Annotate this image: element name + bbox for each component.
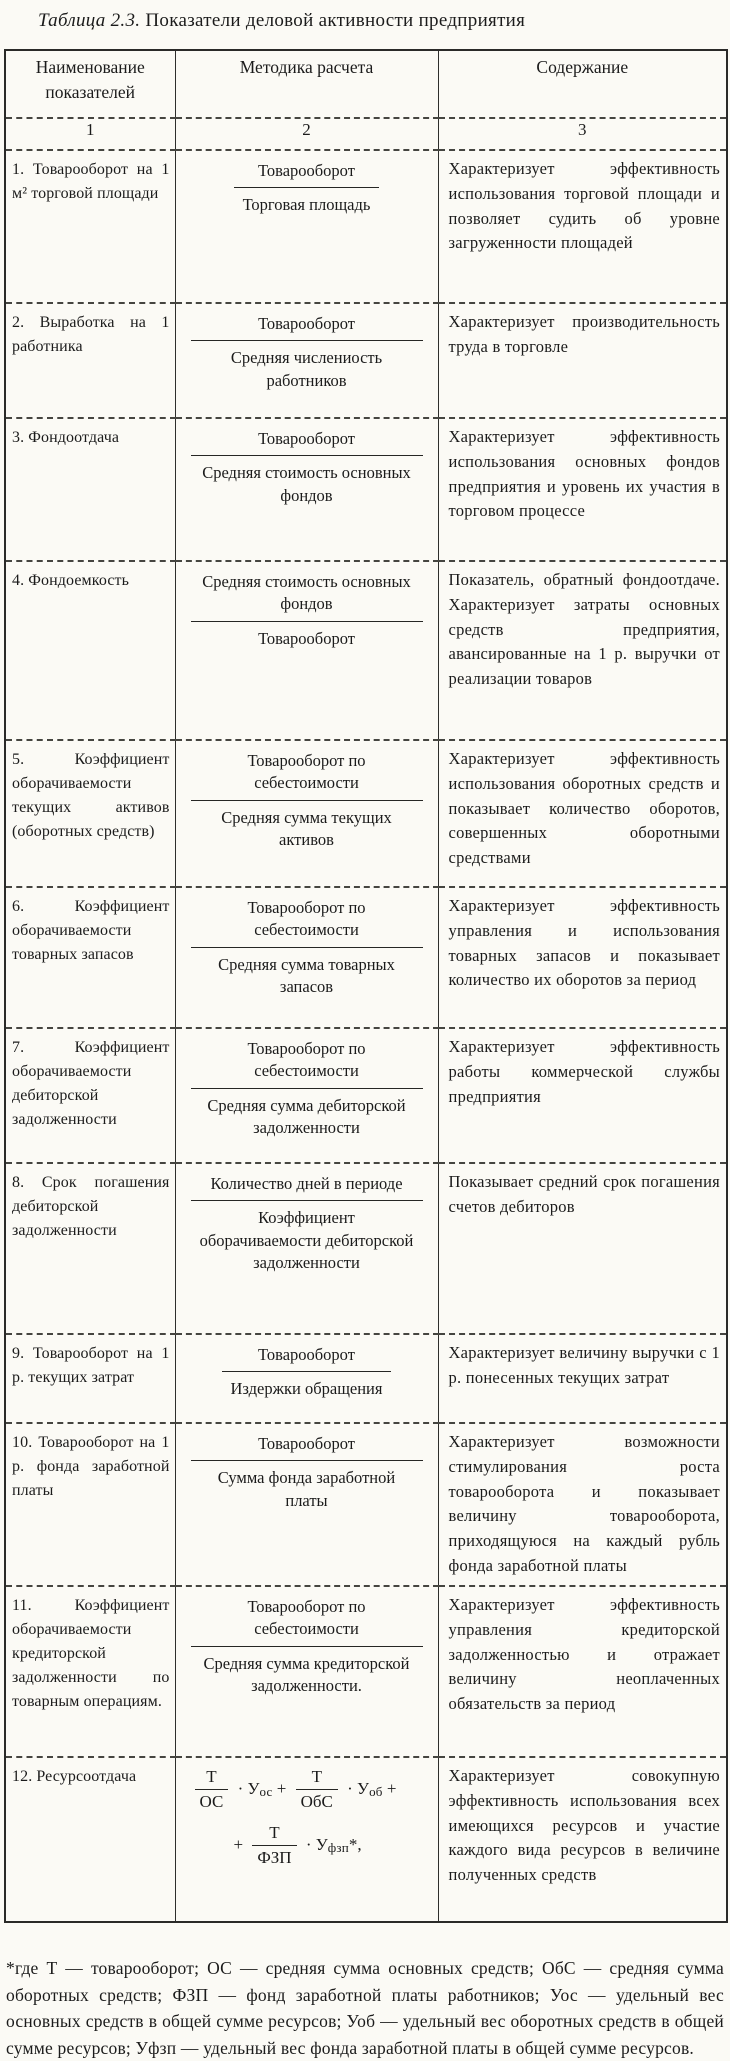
indicator-name-cell: 5. Коэффициент оборачиваемости текущих активов (оборотных средств) bbox=[5, 740, 175, 887]
table-row bbox=[5, 1757, 727, 1922]
formula-operator: + bbox=[382, 1778, 397, 1798]
fraction-numerator: Количество дней в периоде bbox=[191, 1173, 423, 1201]
method-cell bbox=[175, 1757, 438, 1922]
method-cell bbox=[175, 740, 438, 887]
fraction-numerator: Товарооборот bbox=[191, 313, 423, 341]
fraction bbox=[252, 1823, 296, 1869]
fraction-denominator: Средняя сумма товарных запасов bbox=[218, 954, 395, 996]
content-cell: Характеризует эффективность использования оборотных средств и показывает количество оборотов, совершенных оборотными средствами bbox=[438, 740, 727, 887]
fraction bbox=[191, 1433, 423, 1512]
method-cell bbox=[175, 1423, 438, 1586]
indicator-name-cell: 1. Товарооборот на 1 м² торговой площади bbox=[5, 150, 175, 303]
formula-operator: + bbox=[233, 1834, 248, 1854]
fraction bbox=[191, 313, 423, 392]
resource-formula bbox=[182, 1767, 432, 1869]
indicator-name-cell: 4. Фондоемкость bbox=[5, 561, 175, 740]
formula-operator: · У bbox=[342, 1778, 370, 1798]
content-cell: Характеризует эффективность работы коммерческой службы предприятия bbox=[438, 1028, 727, 1163]
fraction bbox=[191, 1038, 423, 1139]
fraction-numerator: Товарооборот bbox=[234, 160, 380, 188]
formula-operator: *, bbox=[348, 1834, 362, 1854]
fraction-numerator: Товарооборот по себестоимости bbox=[191, 1596, 423, 1647]
formula-subscript: ос bbox=[259, 1783, 273, 1799]
method-cell bbox=[175, 1586, 438, 1757]
fraction bbox=[191, 1173, 423, 1274]
fraction bbox=[191, 750, 423, 851]
fraction-denominator: Издержки обращения bbox=[230, 1379, 383, 1399]
fraction-denominator: Средняя числениость работников bbox=[230, 348, 383, 390]
method-cell bbox=[175, 1334, 438, 1423]
fraction-numerator: Товарооборот по себестоимости bbox=[191, 750, 423, 801]
fraction-numerator: Средняя стоимость основных фондов bbox=[191, 571, 423, 622]
fraction bbox=[195, 1767, 229, 1813]
fraction-denominator: Средняя сумма дебиторской задолженности bbox=[207, 1095, 406, 1137]
content-cell: Характеризует эффективность управления кредиторской задолженностью и отражает величину неоплаченных обязательств за период bbox=[438, 1586, 727, 1757]
indicator-name-cell: 9. Товарооборот на 1 р. текущих затрат bbox=[5, 1334, 175, 1423]
table-row bbox=[5, 561, 727, 740]
fraction bbox=[191, 428, 423, 507]
fraction bbox=[222, 1344, 392, 1401]
formula-operator: · У bbox=[301, 1834, 328, 1854]
fraction bbox=[296, 1767, 338, 1813]
fraction-numerator: Т bbox=[195, 1767, 229, 1790]
fraction-denominator: ОС bbox=[199, 1792, 224, 1812]
header-cell-method: Методика расчета bbox=[175, 50, 438, 118]
header-cell-name: Наименование показателей bbox=[5, 50, 175, 118]
indicator-name-cell: 12. Ресурсоотдача bbox=[5, 1757, 175, 1922]
fraction-numerator: Товарооборот по себестоимости bbox=[191, 1038, 423, 1089]
table-row bbox=[5, 887, 727, 1028]
fraction-numerator: Товарооборот bbox=[191, 1433, 423, 1461]
indicator-name-cell: 6. Коэффициент оборачиваемости товарных запасов bbox=[5, 887, 175, 1028]
fraction-numerator: Товарооборот bbox=[191, 428, 423, 456]
fraction bbox=[191, 897, 423, 998]
fraction-numerator: Т bbox=[296, 1767, 338, 1790]
content-cell: Характеризует эффективность использования торговой площади и позволяет судить об уровне загруженности площадей bbox=[438, 150, 727, 303]
method-cell bbox=[175, 303, 438, 418]
resource-formula-line-1 bbox=[182, 1767, 432, 1813]
fraction-numerator: Товарооборот bbox=[222, 1344, 392, 1372]
fraction-denominator: Товарооборот bbox=[258, 628, 355, 648]
fraction bbox=[191, 1596, 423, 1697]
table-row bbox=[5, 1163, 727, 1334]
column-number-3: 3 bbox=[438, 118, 727, 150]
fraction-numerator: Товарооборот по себестоимости bbox=[191, 897, 423, 948]
content-cell: Показывает средний срок погашения счетов дебиторов bbox=[438, 1163, 727, 1334]
table-caption-number: Таблица 2.3. bbox=[38, 10, 141, 31]
method-cell bbox=[175, 1028, 438, 1163]
header-row bbox=[5, 50, 727, 118]
indicator-name-cell: 7. Коэффициент оборачиваемости дебиторской задолженности bbox=[5, 1028, 175, 1163]
table-row bbox=[5, 1586, 727, 1757]
table-row bbox=[5, 740, 727, 887]
content-cell: Характеризует эффективность использования основных фондов предприятия и уровень их участия в торговом процессе bbox=[438, 418, 727, 561]
formula-operator: + bbox=[272, 1778, 291, 1798]
fraction-denominator: Коэффициент оборачиваемости дебиторской задолженности bbox=[199, 1208, 414, 1272]
content-cell: Характеризует производительность труда в торговле bbox=[438, 303, 727, 418]
resource-formula-line-2 bbox=[182, 1823, 432, 1869]
content-cell: Характеризует совокупную эффективность использования всех имеющихся ресурсов и участие каждого вида ресурсов в величине полученных средств bbox=[438, 1757, 727, 1922]
method-cell bbox=[175, 887, 438, 1028]
table-caption bbox=[38, 10, 726, 32]
fraction-denominator: Средняя сумма текущих активов bbox=[221, 807, 392, 849]
fraction-denominator: ОбС bbox=[300, 1792, 333, 1812]
fraction-denominator: Средняя сумма кредиторской задолженности. bbox=[203, 1653, 410, 1695]
header-cell-content: Содержание bbox=[438, 50, 727, 118]
table-row bbox=[5, 150, 727, 303]
fraction-denominator: Средняя стоимость основных фондов bbox=[202, 463, 411, 505]
content-cell: Характеризует возможности стимулирования роста товарооборота и показывает величину товарооборота, приходящуюся на каждый рубль фонда заработной платы bbox=[438, 1423, 727, 1586]
table-row bbox=[5, 1028, 727, 1163]
method-cell bbox=[175, 150, 438, 303]
column-number-1: 1 bbox=[5, 118, 175, 150]
table-row bbox=[5, 418, 727, 561]
indicator-name-cell: 3. Фондоотдача bbox=[5, 418, 175, 561]
content-cell: Показатель, обратный фондоотдаче. Характеризует затраты основных средств предприятия, авансированные на 1 р. выручки от реализации товаров bbox=[438, 561, 727, 740]
formula-subscript: об bbox=[369, 1783, 383, 1799]
indicator-name-cell: 10. Товарооборот на 1 р. фонда заработной платы bbox=[5, 1423, 175, 1586]
fraction-denominator: Торговая площадь bbox=[242, 195, 371, 215]
table-row bbox=[5, 1423, 727, 1586]
fraction bbox=[191, 571, 423, 650]
fraction-denominator: ФЗП bbox=[257, 1848, 292, 1868]
footnote: *где Т — товарооборот; ОС — средняя сумма основных средств; ОбС — средняя сумма оборотных средств; ФЗП — фонд заработной платы работников; Уос — удельный вес основных средств в общей сумме ресурсов; Уоб — удельный вес оборотных средств в общей сумме ресурсов; Уфзп — удельный вес фонда заработной платы в общей сумме ресурсов. bbox=[6, 1958, 724, 2058]
method-cell bbox=[175, 561, 438, 740]
fraction bbox=[234, 160, 380, 217]
method-cell bbox=[175, 1163, 438, 1334]
method-cell bbox=[175, 418, 438, 561]
table-row bbox=[5, 1334, 727, 1423]
indicator-name-cell: 2. Выработка на 1 работника bbox=[5, 303, 175, 418]
formula-subscript: фзп bbox=[327, 1839, 349, 1855]
fraction-numerator: Т bbox=[252, 1823, 296, 1846]
fraction-denominator: Сумма фонда заработной платы bbox=[217, 1468, 396, 1510]
content-cell: Характеризует величину выручки с 1 р. понесенных текущих затрат bbox=[438, 1334, 727, 1423]
column-number-2: 2 bbox=[175, 118, 438, 150]
indicator-name-cell: 11. Коэффициент оборачиваемости кредиторской задолженности по товарным операциям. bbox=[5, 1586, 175, 1757]
content-cell: Характеризует эффективность управления и использования товарных запасов и показывает количество их оборотов за период bbox=[438, 887, 727, 1028]
indicators-table bbox=[4, 49, 728, 1923]
table-caption-title: Показатели деловой активности предприятия bbox=[145, 10, 526, 31]
column-number-row bbox=[5, 118, 727, 150]
formula-operator: · У bbox=[233, 1778, 260, 1798]
table-row bbox=[5, 303, 727, 418]
indicator-name-cell: 8. Срок погашения дебиторской задолженности bbox=[5, 1163, 175, 1334]
